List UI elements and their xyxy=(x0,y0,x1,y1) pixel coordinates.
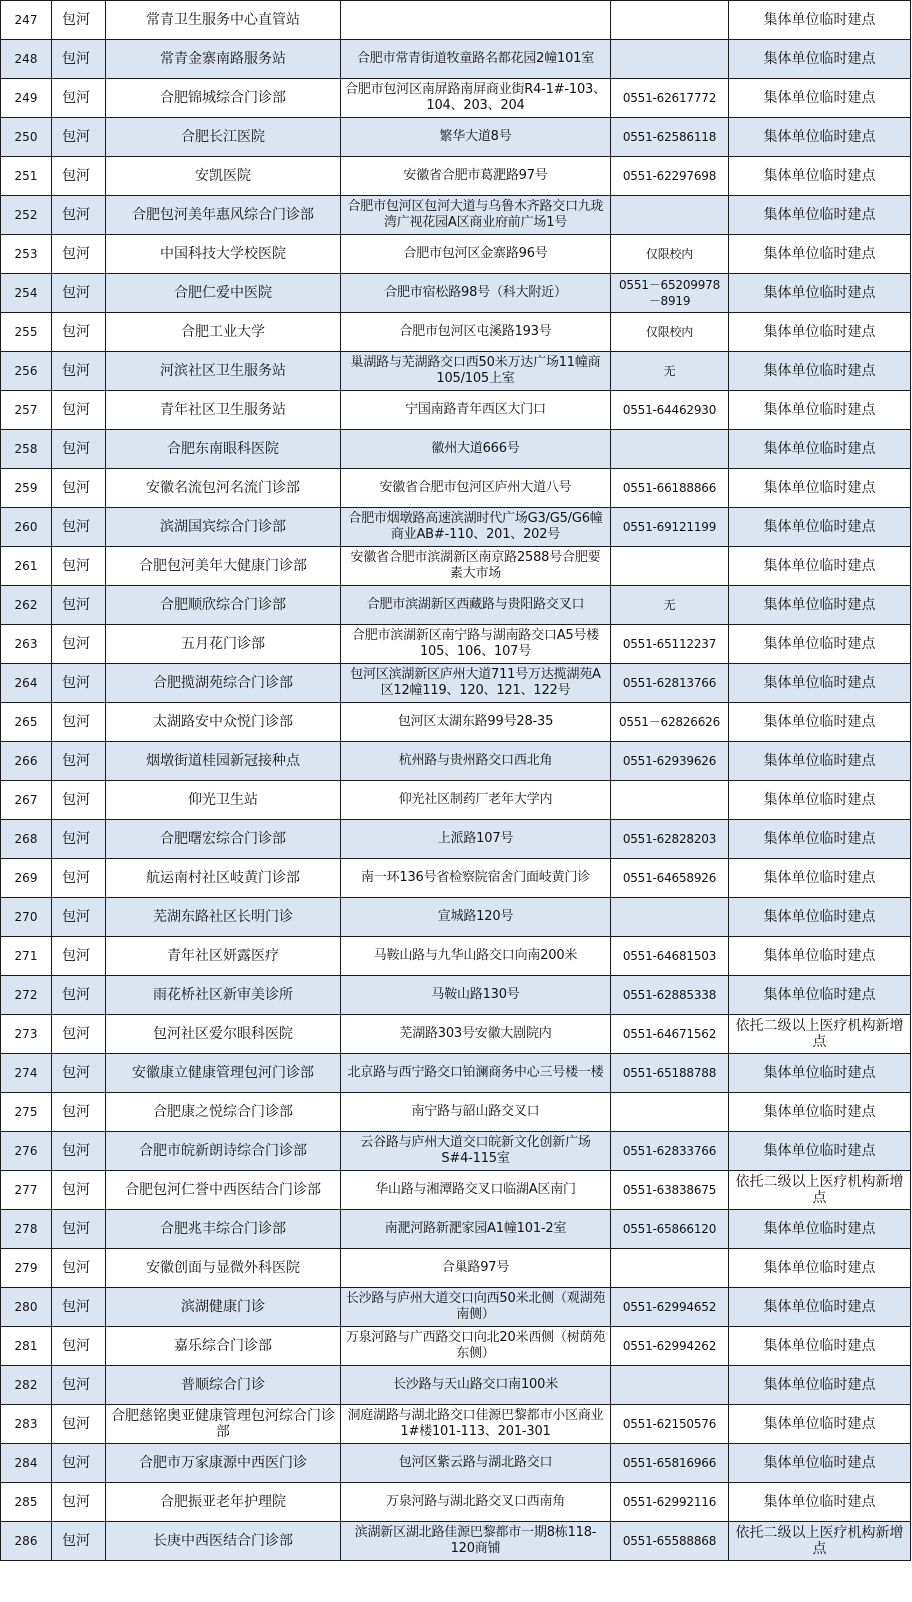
phone-cell xyxy=(611,1249,729,1288)
district-cell: 包河 xyxy=(52,1405,106,1444)
table-row xyxy=(1,586,911,625)
table-row xyxy=(1,1366,911,1405)
phone-cell: 0551-62813766 xyxy=(611,664,729,703)
site-name-cell: 合肥康之悦综合门诊部 xyxy=(106,1093,341,1132)
table-row xyxy=(1,391,911,430)
phone-cell xyxy=(611,898,729,937)
table-row xyxy=(1,1,911,40)
note-cell: 集体单位临时建点 xyxy=(729,235,911,274)
table-row xyxy=(1,1327,911,1366)
table-row xyxy=(1,742,911,781)
address-cell: 万泉河路与湖北路交叉口西南角 xyxy=(341,1483,611,1522)
phone-cell: 仅限校内 xyxy=(611,313,729,352)
site-name-cell: 包河社区爱尔眼科医院 xyxy=(106,1015,341,1054)
row-number-cell: 274 xyxy=(1,1054,52,1093)
table-row xyxy=(1,157,911,196)
table-row xyxy=(1,235,911,274)
site-name-cell: 合肥仁爱中医院 xyxy=(106,274,341,313)
site-name-cell: 合肥包河美年惠风综合门诊部 xyxy=(106,196,341,235)
address-cell: 合肥市常青街道牧童路名都花园2幢101室 xyxy=(341,40,611,79)
district-cell: 包河 xyxy=(52,586,106,625)
note-cell: 集体单位临时建点 xyxy=(729,937,911,976)
phone-cell: 无 xyxy=(611,352,729,391)
row-number-cell: 266 xyxy=(1,742,52,781)
phone-cell: 0551-65112237 xyxy=(611,625,729,664)
phone-cell: 0551-65588868 xyxy=(611,1522,729,1561)
note-cell: 集体单位临时建点 xyxy=(729,781,911,820)
address-cell: 繁华大道8号 xyxy=(341,118,611,157)
table-row xyxy=(1,1015,911,1054)
district-cell: 包河 xyxy=(52,1483,106,1522)
site-name-cell: 五月花门诊部 xyxy=(106,625,341,664)
address-cell: 洞庭湖路与湖北路交口佳源巴黎都市小区商业1#楼101-113、201-301 xyxy=(341,1405,611,1444)
site-name-cell: 河滨社区卫生服务站 xyxy=(106,352,341,391)
site-name-cell: 雨花桥社区新审美诊所 xyxy=(106,976,341,1015)
district-cell: 包河 xyxy=(52,1054,106,1093)
address-cell: 包河区滨湖新区庐州大道711号万达揽湖苑A区12幢119、120、121、122号 xyxy=(341,664,611,703)
address-cell: 安徽省合肥市包河区庐州大道八号 xyxy=(341,469,611,508)
district-cell: 包河 xyxy=(52,1444,106,1483)
site-name-cell: 常青卫生服务中心直管站 xyxy=(106,1,341,40)
phone-cell: 0551-62150576 xyxy=(611,1405,729,1444)
site-name-cell: 安徽创面与显微外科医院 xyxy=(106,1249,341,1288)
phone-cell: 0551-65816966 xyxy=(611,1444,729,1483)
phone-cell: 0551-69121199 xyxy=(611,508,729,547)
row-number-cell: 277 xyxy=(1,1171,52,1210)
note-cell: 集体单位临时建点 xyxy=(729,430,911,469)
site-name-cell: 合肥锦城综合门诊部 xyxy=(106,79,341,118)
address-cell: 南宁路与韶山路交叉口 xyxy=(341,1093,611,1132)
table-row xyxy=(1,1405,911,1444)
site-name-cell: 航运南村社区岐黄门诊部 xyxy=(106,859,341,898)
row-number-cell: 255 xyxy=(1,313,52,352)
address-cell: 合肥市包河区包河大道与乌鲁木齐路交口九珑湾广视花园A区商业府前广场1号 xyxy=(341,196,611,235)
row-number-cell: 273 xyxy=(1,1015,52,1054)
note-cell: 集体单位临时建点 xyxy=(729,79,911,118)
address-cell: 马鞍山路与九华山路交口向南200米 xyxy=(341,937,611,976)
note-cell: 集体单位临时建点 xyxy=(729,820,911,859)
address-cell: 马鞍山路130号 xyxy=(341,976,611,1015)
site-name-cell: 合肥兆丰综合门诊部 xyxy=(106,1210,341,1249)
site-name-cell: 合肥揽湖苑综合门诊部 xyxy=(106,664,341,703)
address-cell: 合肥市包河区金寨路96号 xyxy=(341,235,611,274)
address-cell: 包河区紫云路与湖北路交口 xyxy=(341,1444,611,1483)
phone-cell: 0551－65209978－8919 xyxy=(611,274,729,313)
note-cell: 集体单位临时建点 xyxy=(729,976,911,1015)
row-number-cell: 276 xyxy=(1,1132,52,1171)
row-number-cell: 265 xyxy=(1,703,52,742)
table-row xyxy=(1,313,911,352)
site-name-cell: 合肥市皖新朗诗综合门诊部 xyxy=(106,1132,341,1171)
address-cell: 合肥市包河区屯溪路193号 xyxy=(341,313,611,352)
row-number-cell: 254 xyxy=(1,274,52,313)
district-cell: 包河 xyxy=(52,352,106,391)
note-cell: 集体单位临时建点 xyxy=(729,859,911,898)
row-number-cell: 285 xyxy=(1,1483,52,1522)
note-cell: 集体单位临时建点 xyxy=(729,313,911,352)
table-row xyxy=(1,40,911,79)
phone-cell: 0551-62885338 xyxy=(611,976,729,1015)
note-cell: 集体单位临时建点 xyxy=(729,1288,911,1327)
address-cell: 宁国南路青年西区大门口 xyxy=(341,391,611,430)
site-name-cell: 中国科技大学校医院 xyxy=(106,235,341,274)
row-number-cell: 264 xyxy=(1,664,52,703)
table-row xyxy=(1,976,911,1015)
note-cell: 集体单位临时建点 xyxy=(729,1249,911,1288)
site-name-cell: 青年社区妍露医疗 xyxy=(106,937,341,976)
site-name-cell: 合肥振亚老年护理院 xyxy=(106,1483,341,1522)
note-cell: 集体单位临时建点 xyxy=(729,508,911,547)
note-cell: 集体单位临时建点 xyxy=(729,625,911,664)
district-cell: 包河 xyxy=(52,469,106,508)
row-number-cell: 272 xyxy=(1,976,52,1015)
address-cell: 万泉河路与广西路交口向北20米西侧（树荫苑东侧） xyxy=(341,1327,611,1366)
site-name-cell: 烟墩街道桂园新冠接种点 xyxy=(106,742,341,781)
site-name-cell: 芜湖东路社区长明门诊 xyxy=(106,898,341,937)
site-name-cell: 合肥曙宏综合门诊部 xyxy=(106,820,341,859)
row-number-cell: 259 xyxy=(1,469,52,508)
site-name-cell: 安凯医院 xyxy=(106,157,341,196)
address-cell: 包河区太湖东路99号28-35 xyxy=(341,703,611,742)
district-cell: 包河 xyxy=(52,937,106,976)
district-cell: 包河 xyxy=(52,1522,106,1561)
site-name-cell: 合肥包河美年大健康门诊部 xyxy=(106,547,341,586)
note-cell: 集体单位临时建点 xyxy=(729,1054,911,1093)
site-name-cell: 合肥慈铭奥亚健康管理包河综合门诊部 xyxy=(106,1405,341,1444)
phone-cell: 0551-65866120 xyxy=(611,1210,729,1249)
address-cell: 安徽省合肥市葛淝路97号 xyxy=(341,157,611,196)
phone-cell: 0551-64671562 xyxy=(611,1015,729,1054)
site-name-cell: 安徽康立健康管理包河门诊部 xyxy=(106,1054,341,1093)
address-cell: 云谷路与庐州大道交口皖新文化创新广场S#4-115室 xyxy=(341,1132,611,1171)
phone-cell: 0551-62994262 xyxy=(611,1327,729,1366)
row-number-cell: 263 xyxy=(1,625,52,664)
phone-cell xyxy=(611,781,729,820)
site-name-cell: 长庚中西医结合门诊部 xyxy=(106,1522,341,1561)
table-row xyxy=(1,430,911,469)
district-cell: 包河 xyxy=(52,1,106,40)
row-number-cell: 283 xyxy=(1,1405,52,1444)
phone-cell xyxy=(611,547,729,586)
note-cell: 集体单位临时建点 xyxy=(729,157,911,196)
address-cell: 合肥市烟墩路高速滨湖时代广场G3/G5/G6幢商业AB#-110、201、202号 xyxy=(341,508,611,547)
row-number-cell: 251 xyxy=(1,157,52,196)
district-cell: 包河 xyxy=(52,391,106,430)
note-cell: 集体单位临时建点 xyxy=(729,274,911,313)
phone-cell: 无 xyxy=(611,586,729,625)
table-row xyxy=(1,508,911,547)
row-number-cell: 278 xyxy=(1,1210,52,1249)
row-number-cell: 249 xyxy=(1,79,52,118)
district-cell: 包河 xyxy=(52,235,106,274)
note-cell: 集体单位临时建点 xyxy=(729,1483,911,1522)
site-name-cell: 合肥市万家康源中西医门诊 xyxy=(106,1444,341,1483)
site-name-cell: 常青金寨南路服务站 xyxy=(106,40,341,79)
note-cell: 依托二级以上医疗机构新增点 xyxy=(729,1015,911,1054)
district-cell: 包河 xyxy=(52,1249,106,1288)
table-row xyxy=(1,274,911,313)
site-name-cell: 合肥长江医院 xyxy=(106,118,341,157)
table-row xyxy=(1,1132,911,1171)
note-cell: 集体单位临时建点 xyxy=(729,664,911,703)
table-row xyxy=(1,1171,911,1210)
district-cell: 包河 xyxy=(52,430,106,469)
note-cell: 集体单位临时建点 xyxy=(729,742,911,781)
phone-cell: 仅限校内 xyxy=(611,235,729,274)
note-cell: 集体单位临时建点 xyxy=(729,469,911,508)
district-cell: 包河 xyxy=(52,1132,106,1171)
address-cell: 南一环136号省检察院宿舍门面岐黄门诊 xyxy=(341,859,611,898)
table-row xyxy=(1,1288,911,1327)
district-cell: 包河 xyxy=(52,79,106,118)
address-cell: 合肥市滨湖新区南宁路与湖南路交口A5号楼105、106、107号 xyxy=(341,625,611,664)
district-cell: 包河 xyxy=(52,976,106,1015)
site-name-cell: 安徽名流包河名流门诊部 xyxy=(106,469,341,508)
site-name-cell: 太湖路安中众悦门诊部 xyxy=(106,703,341,742)
table-body xyxy=(1,1,911,1561)
address-cell: 合肥市包河区南屏路南屏商业街R4-1#-103、104、203、204 xyxy=(341,79,611,118)
district-cell: 包河 xyxy=(52,820,106,859)
address-cell: 上派路107号 xyxy=(341,820,611,859)
district-cell: 包河 xyxy=(52,898,106,937)
note-cell: 集体单位临时建点 xyxy=(729,1132,911,1171)
table-row xyxy=(1,1483,911,1522)
district-cell: 包河 xyxy=(52,703,106,742)
row-number-cell: 250 xyxy=(1,118,52,157)
site-name-cell: 普顺综合门诊 xyxy=(106,1366,341,1405)
table-row xyxy=(1,1522,911,1561)
table-row xyxy=(1,820,911,859)
note-cell: 集体单位临时建点 xyxy=(729,40,911,79)
row-number-cell: 256 xyxy=(1,352,52,391)
phone-cell: 0551-62828203 xyxy=(611,820,729,859)
district-cell: 包河 xyxy=(52,1366,106,1405)
district-cell: 包河 xyxy=(52,547,106,586)
table-row xyxy=(1,352,911,391)
row-number-cell: 275 xyxy=(1,1093,52,1132)
phone-cell xyxy=(611,1,729,40)
address-cell xyxy=(341,1,611,40)
table-row xyxy=(1,625,911,664)
note-cell: 集体单位临时建点 xyxy=(729,586,911,625)
district-cell: 包河 xyxy=(52,781,106,820)
site-name-cell: 合肥包河仁誉中西医结合门诊部 xyxy=(106,1171,341,1210)
table-row xyxy=(1,547,911,586)
note-cell: 集体单位临时建点 xyxy=(729,391,911,430)
phone-cell: 0551-62586118 xyxy=(611,118,729,157)
row-number-cell: 270 xyxy=(1,898,52,937)
row-number-cell: 281 xyxy=(1,1327,52,1366)
table-row xyxy=(1,937,911,976)
phone-cell: 0551-65188788 xyxy=(611,1054,729,1093)
table-row xyxy=(1,1444,911,1483)
phone-cell: 0551-63838675 xyxy=(611,1171,729,1210)
table-row xyxy=(1,859,911,898)
address-cell: 南淝河路新淝家园A1幢101-2室 xyxy=(341,1210,611,1249)
address-cell: 安徽省合肥市滨湖新区南京路2588号合肥要素大市场 xyxy=(341,547,611,586)
note-cell: 集体单位临时建点 xyxy=(729,898,911,937)
site-name-cell: 滨湖健康门诊 xyxy=(106,1288,341,1327)
phone-cell: 0551-64681503 xyxy=(611,937,729,976)
table-row xyxy=(1,898,911,937)
site-name-cell: 合肥工业大学 xyxy=(106,313,341,352)
note-cell: 集体单位临时建点 xyxy=(729,547,911,586)
phone-cell: 0551-62617772 xyxy=(611,79,729,118)
address-cell: 合肥市滨湖新区西藏路与贵阳路交叉口 xyxy=(341,586,611,625)
site-name-cell: 合肥顺欣综合门诊部 xyxy=(106,586,341,625)
row-number-cell: 279 xyxy=(1,1249,52,1288)
phone-cell xyxy=(611,430,729,469)
note-cell: 集体单位临时建点 xyxy=(729,1444,911,1483)
note-cell: 集体单位临时建点 xyxy=(729,1093,911,1132)
address-cell: 宣城路120号 xyxy=(341,898,611,937)
address-cell: 合肥市宿松路98号（科大附近） xyxy=(341,274,611,313)
phone-cell xyxy=(611,1366,729,1405)
district-cell: 包河 xyxy=(52,313,106,352)
phone-cell: 0551-62992116 xyxy=(611,1483,729,1522)
note-cell: 集体单位临时建点 xyxy=(729,118,911,157)
phone-cell xyxy=(611,40,729,79)
address-cell: 巢湖路与芜湖路交口西50米万达广场11幢商105/105上室 xyxy=(341,352,611,391)
address-cell: 徽州大道666号 xyxy=(341,430,611,469)
phone-cell: 0551-64658926 xyxy=(611,859,729,898)
row-number-cell: 248 xyxy=(1,40,52,79)
row-number-cell: 271 xyxy=(1,937,52,976)
phone-cell: 0551-62833766 xyxy=(611,1132,729,1171)
row-number-cell: 282 xyxy=(1,1366,52,1405)
site-name-cell: 合肥东南眼科医院 xyxy=(106,430,341,469)
note-cell: 集体单位临时建点 xyxy=(729,1,911,40)
district-cell: 包河 xyxy=(52,1093,106,1132)
district-cell: 包河 xyxy=(52,742,106,781)
site-name-cell: 滨湖国宾综合门诊部 xyxy=(106,508,341,547)
table-row xyxy=(1,1054,911,1093)
row-number-cell: 261 xyxy=(1,547,52,586)
row-number-cell: 258 xyxy=(1,430,52,469)
district-cell: 包河 xyxy=(52,859,106,898)
address-cell: 长沙路与天山路交口南100米 xyxy=(341,1366,611,1405)
district-cell: 包河 xyxy=(52,1288,106,1327)
address-cell: 北京路与西宁路交口铂澜商务中心三号楼一楼 xyxy=(341,1054,611,1093)
district-cell: 包河 xyxy=(52,508,106,547)
address-cell: 仰光社区制药厂老年大学内 xyxy=(341,781,611,820)
site-name-cell: 嘉乐综合门诊部 xyxy=(106,1327,341,1366)
phone-cell: 0551-62939626 xyxy=(611,742,729,781)
table-row xyxy=(1,664,911,703)
address-cell: 合巢路97号 xyxy=(341,1249,611,1288)
note-cell: 集体单位临时建点 xyxy=(729,1210,911,1249)
address-cell: 滨湖新区湖北路佳源巴黎都市一期8栋118-120商铺 xyxy=(341,1522,611,1561)
district-cell: 包河 xyxy=(52,664,106,703)
table-row xyxy=(1,118,911,157)
table-row xyxy=(1,1093,911,1132)
phone-cell: 0551-64462930 xyxy=(611,391,729,430)
district-cell: 包河 xyxy=(52,1327,106,1366)
row-number-cell: 267 xyxy=(1,781,52,820)
row-number-cell: 260 xyxy=(1,508,52,547)
row-number-cell: 247 xyxy=(1,1,52,40)
row-number-cell: 269 xyxy=(1,859,52,898)
district-cell: 包河 xyxy=(52,1210,106,1249)
note-cell: 集体单位临时建点 xyxy=(729,1405,911,1444)
phone-cell xyxy=(611,1093,729,1132)
note-cell: 集体单位临时建点 xyxy=(729,703,911,742)
phone-cell: 0551-66188866 xyxy=(611,469,729,508)
district-cell: 包河 xyxy=(52,157,106,196)
row-number-cell: 257 xyxy=(1,391,52,430)
phone-cell xyxy=(611,196,729,235)
table-row xyxy=(1,781,911,820)
address-cell: 长沙路与庐州大道交口向西50米北侧（观湖苑南侧） xyxy=(341,1288,611,1327)
district-cell: 包河 xyxy=(52,1015,106,1054)
district-cell: 包河 xyxy=(52,274,106,313)
district-cell: 包河 xyxy=(52,196,106,235)
address-cell: 华山路与湘潭路交叉口临湖A区南门 xyxy=(341,1171,611,1210)
note-cell: 集体单位临时建点 xyxy=(729,196,911,235)
site-name-cell: 青年社区卫生服务站 xyxy=(106,391,341,430)
row-number-cell: 262 xyxy=(1,586,52,625)
table-row xyxy=(1,1249,911,1288)
phone-cell: 0551-62297698 xyxy=(611,157,729,196)
row-number-cell: 280 xyxy=(1,1288,52,1327)
phone-cell: 0551－62826626 xyxy=(611,703,729,742)
note-cell: 依托二级以上医疗机构新增点 xyxy=(729,1522,911,1561)
table-row xyxy=(1,469,911,508)
note-cell: 集体单位临时建点 xyxy=(729,352,911,391)
row-number-cell: 253 xyxy=(1,235,52,274)
note-cell: 集体单位临时建点 xyxy=(729,1366,911,1405)
table-row xyxy=(1,1210,911,1249)
row-number-cell: 252 xyxy=(1,196,52,235)
row-number-cell: 284 xyxy=(1,1444,52,1483)
district-cell: 包河 xyxy=(52,625,106,664)
address-cell: 杭州路与贵州路交口西北角 xyxy=(341,742,611,781)
note-cell: 集体单位临时建点 xyxy=(729,1327,911,1366)
phone-cell: 0551-62994652 xyxy=(611,1288,729,1327)
table-row xyxy=(1,79,911,118)
district-cell: 包河 xyxy=(52,1171,106,1210)
row-number-cell: 268 xyxy=(1,820,52,859)
district-cell: 包河 xyxy=(52,40,106,79)
row-number-cell: 286 xyxy=(1,1522,52,1561)
district-cell: 包河 xyxy=(52,118,106,157)
note-cell: 依托二级以上医疗机构新增点 xyxy=(729,1171,911,1210)
site-name-cell: 仰光卫生站 xyxy=(106,781,341,820)
table-row xyxy=(1,196,911,235)
table-row xyxy=(1,703,911,742)
address-cell: 芜湖路303号安徽大剧院内 xyxy=(341,1015,611,1054)
